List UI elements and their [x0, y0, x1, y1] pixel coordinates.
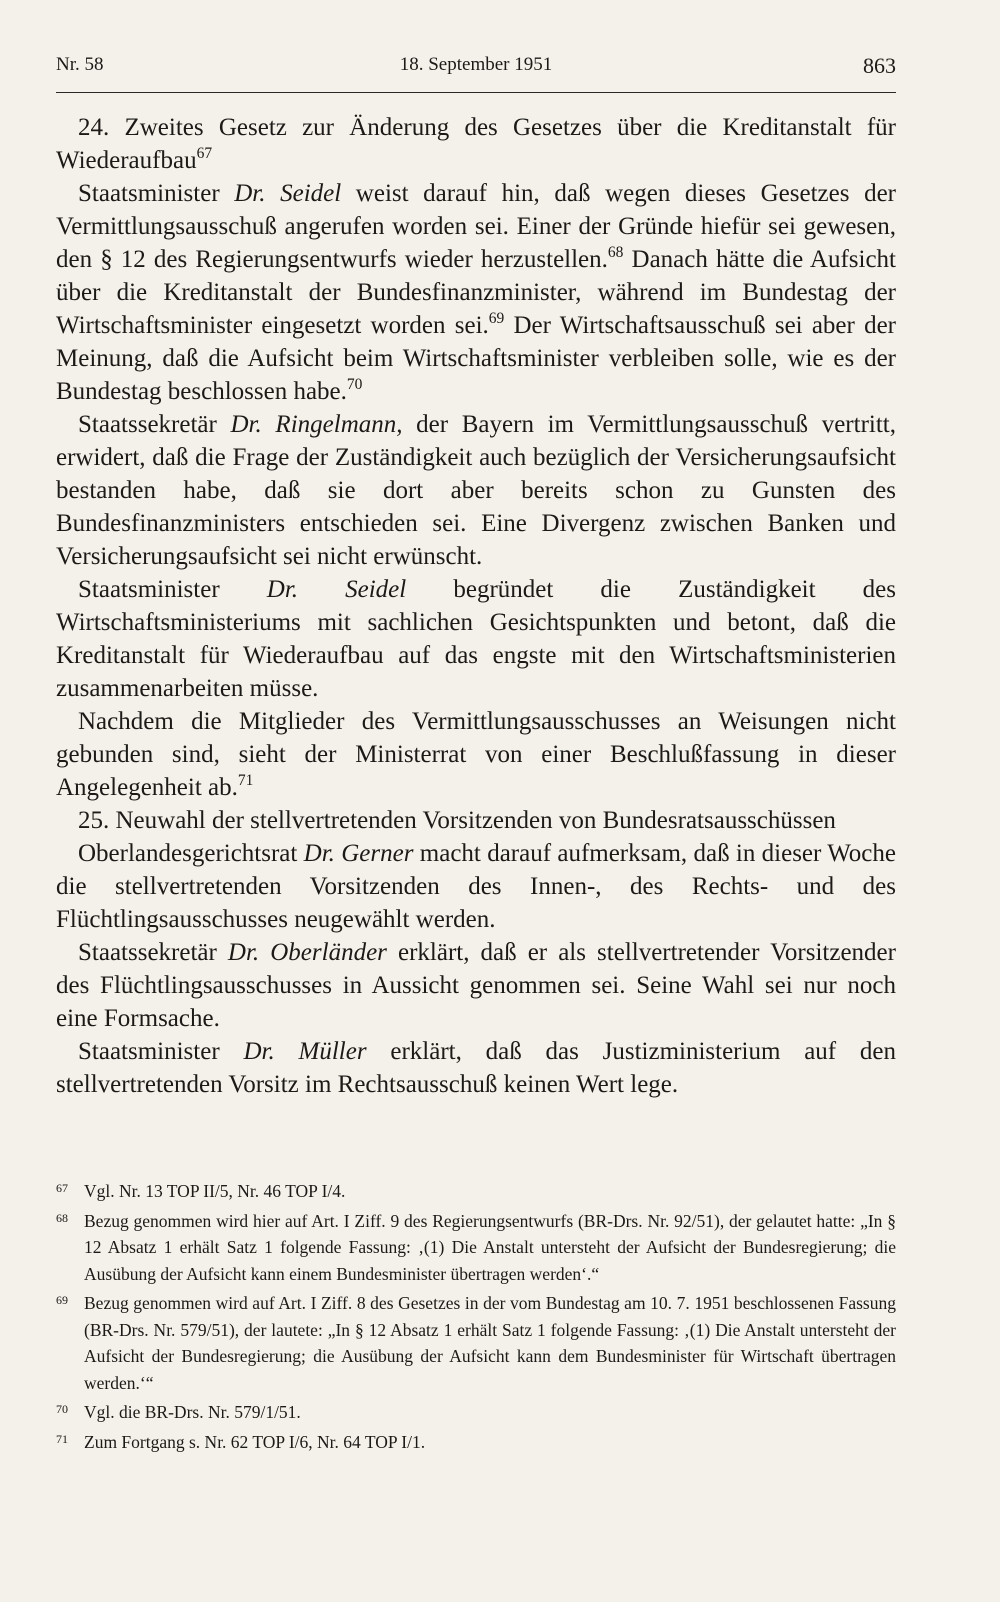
paragraph-text: Staatsminister: [78, 576, 267, 603]
footnote-reference: 69: [488, 309, 505, 327]
paragraph-text: erklärt, daß er als stellvertretender Vorsitzender des Flüchtlingsausschusses in Aussicht genommen sei. Seine Wahl sei nur noch eine Formsache.: [56, 939, 896, 1032]
paragraph-text: der Bayern im Vermittlungsausschuß vertritt, erwidert, daß die Frage der Zuständigkeit auch bezüglich der Versicherungsaufsicht bestanden habe, daß sie dort aber bereits schon zu Gunsten des Bundesfinanzministers entschieden sei. Eine Divergenz zwischen Banken und Versicherungsaufsicht sei nicht erwünscht.: [56, 411, 896, 570]
speaker-name: Dr. Seidel: [266, 576, 407, 603]
footnote-reference: 67: [196, 144, 213, 162]
paragraph-text: Danach hätte die Aufsicht über die Kreditanstalt der Bundesfinanzminister, während im Bundestag der Wirtschaftsminister eingesetzt worden sei.: [56, 246, 897, 339]
paragraph: [56, 804, 896, 837]
footnotes: [56, 1178, 896, 1458]
paragraph-text: Staatssekretär: [78, 939, 228, 966]
footnote-text: Bezug genommen wird hier auf Art. I Ziff. 9 des Regierungsentwurfs (BR-Drs. Nr. 92/51), der gelautet hatte: „In § 12 Absatz 1 erhält Satz 1 folgende Fassung: ‚(1) Die Anstalt untersteht der Aufsicht der Bundesregierung; die Ausübung der Aufsicht kann einem Bundesminister übertragen werden‘.“: [84, 1210, 896, 1284]
footnote: [56, 1178, 896, 1205]
paragraph-text: begründet die Zuständigkeit des Wirtschaftsministeriums mit sachlichen Gesichtspunkten und betont, daß die Kreditanstalt für Wiederaufbau auf das engste mit den Wirtschaftsministerien zusammenarbeiten müsse.: [56, 576, 896, 702]
footnote-number: 67: [56, 1181, 68, 1195]
paragraph: [56, 111, 896, 177]
footnote: [56, 1429, 896, 1456]
footnote-text: Vgl. Nr. 13 TOP II/5, Nr. 46 TOP I/4.: [84, 1181, 346, 1201]
paragraph-text: 24. Zweites Gesetz zur Änderung des Gesetzes über die Kreditanstalt für Wiederaufbau: [56, 114, 896, 174]
speaker-name: Dr. Müller: [243, 1038, 367, 1065]
paragraph-text: Der Wirtschaftsausschuß sei aber der Meinung, daß die Aufsicht beim Wirtschaftsminister verbleiben solle, wie es der Bundestag beschlossen habe.: [56, 312, 896, 405]
running-header: [56, 54, 896, 88]
paragraph-text: Nachdem die Mitglieder des Vermittlungsausschusses an Weisungen nicht gebunden sind, sieht der Ministerrat von einer Beschlußfassung in dieser Angelegenheit ab.: [56, 708, 896, 801]
paragraph: [56, 408, 896, 573]
paragraph-text: Staatsminister: [78, 1038, 244, 1065]
paragraph-text: 25. Neuwahl der stellvertretenden Vorsitzenden von Bundesratsausschüssen: [78, 807, 836, 834]
paragraph: [56, 936, 896, 1035]
document-number: Nr. 58: [56, 54, 104, 75]
footnote: [56, 1290, 896, 1396]
footnote-number: 70: [56, 1402, 68, 1416]
footnote-text: Bezug genommen wird auf Art. I Ziff. 8 des Gesetzes in der vom Bundestag am 10. 7. 1951 beschlossenen Fassung (BR-Drs. Nr. 579/51), der lautete: „In § 12 Absatz 1 erhält Satz 1 folgende Fassung: ‚(1) Die Anstalt untersteht der Aufsicht der Bundesregierung; die Ausübung der Aufsicht kann dem Bundesminister für Wirtschaft übertragen werden.‘“: [84, 1293, 896, 1393]
header-rule: [56, 92, 896, 93]
footnote-reference: 68: [607, 243, 624, 261]
footnote-number: 69: [56, 1293, 68, 1307]
paragraph: [56, 705, 896, 804]
footnote: [56, 1399, 896, 1426]
footnote: [56, 1208, 896, 1288]
speaker-name: Dr. Ringelmann,: [230, 411, 403, 438]
speaker-name: Dr. Oberländer: [227, 939, 387, 966]
paragraph: [56, 177, 896, 408]
header-date: 18. September 1951: [399, 54, 553, 75]
paragraph-text: Staatsminister: [78, 180, 235, 207]
footnote-reference: 71: [237, 771, 254, 789]
paragraph-text: Staatssekretär: [78, 411, 231, 438]
page-number: 863: [863, 53, 896, 78]
footnote-text: Vgl. die BR-Drs. Nr. 579/1/51.: [84, 1402, 301, 1422]
main-text: [56, 111, 896, 1101]
paragraph: [56, 1035, 896, 1101]
paragraph-text: macht darauf aufmerksam, daß in dieser Woche die stellvertretenden Vorsitzenden des Innen-, des Rechts- und des Flüchtlingsausschusses neugewählt werden.: [56, 840, 896, 933]
footnote-reference: 70: [346, 375, 363, 393]
speaker-name: Dr. Gerner: [303, 840, 414, 867]
speaker-name: Dr. Seidel: [234, 180, 342, 207]
paragraph: [56, 573, 896, 705]
paragraph: [56, 837, 896, 936]
paragraph-text: erklärt, daß das Justizministerium auf den stellvertretenden Vorsitz im Rechtsausschuß keinen Wert lege.: [56, 1038, 897, 1098]
paragraph-text: weist darauf hin, daß wegen dieses Gesetzes der Vermittlungsausschuß angerufen worden sei. Einer der Gründe hiefür sei gewesen, den § 12 des Regierungsentwurfs wieder herzustellen.: [56, 180, 896, 273]
footnote-text: Zum Fortgang s. Nr. 62 TOP I/6, Nr. 64 TOP I/1.: [84, 1431, 426, 1452]
paragraph-text: Oberlandesgerichtsrat: [78, 840, 304, 867]
footnote-number: 68: [56, 1210, 68, 1225]
footnote-number: 71: [56, 1431, 68, 1446]
